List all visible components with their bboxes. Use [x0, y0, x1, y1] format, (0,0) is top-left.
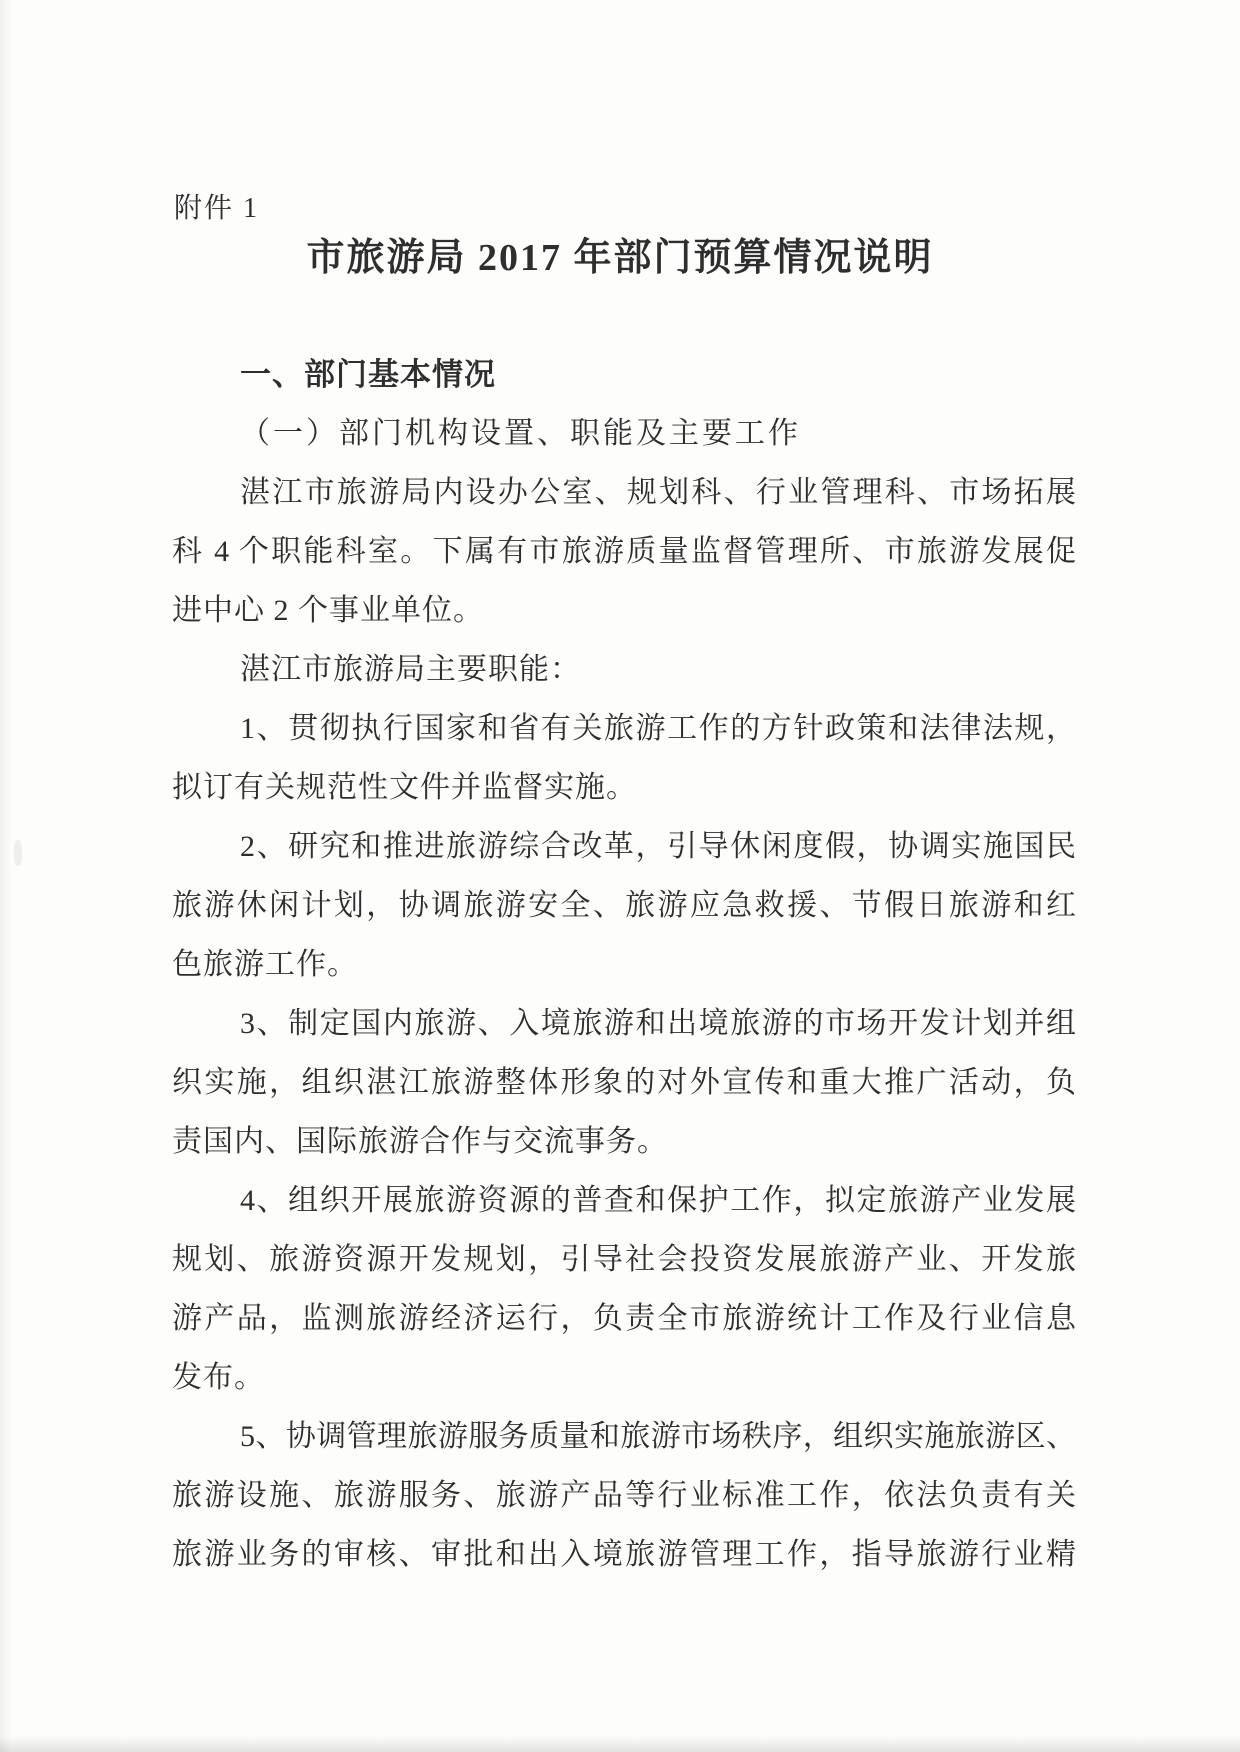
scan-bottom-shadow-artifact	[0, 1736, 1240, 1752]
subsection-heading: （一）部门机构设置、职能及主要工作	[240, 417, 801, 450]
body-line: 湛江市旅游局主要职能：	[240, 653, 581, 686]
body-line: 科 4 个职能科室。下属有市旅游质量监督管理所、市旅游发展促	[172, 535, 1076, 568]
body-line: 湛江市旅游局内设办公室、规划科、行业管理科、市场拓展	[240, 476, 1076, 509]
body-line: 旅游设施、旅游服务、旅游产品等行业标准工作，依法负责有关	[172, 1479, 1076, 1512]
body-line: 4、组织开展旅游资源的普查和保护工作，拟定旅游产业发展	[240, 1184, 1076, 1217]
body-line: 旅游休闲计划，协调旅游安全、旅游应急救援、节假日旅游和红	[172, 889, 1076, 922]
section-heading: 一、部门基本情况	[240, 357, 496, 392]
body-line: 5、协调管理旅游服务质量和旅游市场秩序，组织实施旅游区、	[240, 1420, 1076, 1453]
body-line: 2、研究和推进旅游综合改革，引导休闲度假，协调实施国民	[240, 830, 1076, 863]
body-line: 色旅游工作。	[172, 948, 358, 981]
scan-speck-artifact	[14, 840, 22, 866]
body-line: 责国内、国际旅游合作与交流事务。	[172, 1125, 668, 1158]
body-line: 拟订有关规范性文件并监督实施。	[172, 771, 637, 804]
body-line: 规划、旅游资源开发规划，引导社会投资发展旅游产业、开发旅	[172, 1243, 1076, 1276]
document-body	[172, 345, 1076, 1584]
attachment-label: 附件 1	[174, 193, 260, 224]
body-line: 织实施，组织湛江旅游整体形象的对外宣传和重大推广活动，负	[172, 1066, 1076, 1099]
page-title: 市旅游局 2017 年部门预算情况说明	[306, 237, 934, 279]
body-line: 进中心 2 个事业单位。	[172, 594, 484, 627]
body-line: 1、贯彻执行国家和省有关旅游工作的方针政策和法律法规，	[240, 712, 1076, 745]
body-line: 3、制定国内旅游、入境旅游和出境旅游的市场开发计划并组	[240, 1007, 1076, 1040]
body-line: 游产品，监测旅游经济运行，负责全市旅游统计工作及行业信息	[172, 1302, 1076, 1335]
body-line: 发布。	[172, 1361, 265, 1394]
body-line: 旅游业务的审核、审批和出入境旅游管理工作，指导旅游行业精	[172, 1538, 1076, 1571]
